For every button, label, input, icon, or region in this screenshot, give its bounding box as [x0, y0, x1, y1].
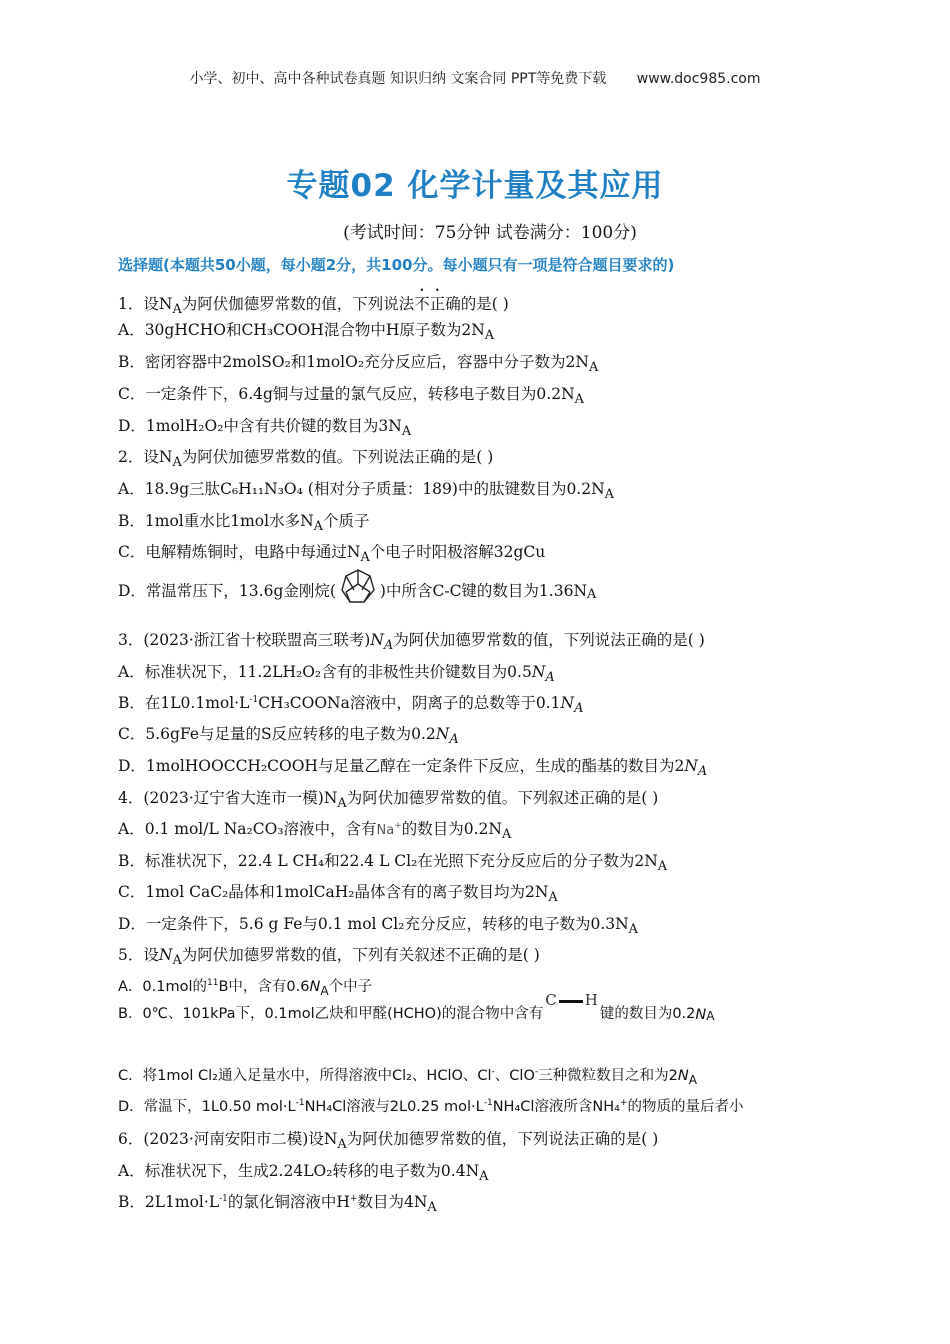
q3-option-c: C．5.6gFe与足量的S反应转移的电子数为$0.2N_A$	[118, 725, 459, 748]
q1-option-d: D．1molH₂O₂中含有共价键的数目为$3N_A$	[118, 417, 412, 440]
q5-stem: 5．设$N_A$为阿伏加德罗常数的值，下列有关叙述不正确的是( )	[118, 946, 540, 969]
q5-option-b: B．0℃、101kPa下，0.1mol乙炔和甲醛(HCHO)的混合物中含有C H键的数目为$0.2N_A$	[118, 991, 715, 1023]
q1-option-c: C．一定条件下，6.4g铜与过量的氯气反应，转移电子数目为$0.2N_A$	[118, 385, 584, 408]
page-header	[0, 68, 950, 88]
q2-stem: 2．设$N_A$为阿伏加德罗常数的值。下列说法正确的是( )	[118, 448, 494, 471]
page-title: 专题02 化学计量及其应用	[286, 168, 664, 204]
q6-option-a: A．标准状况下，生成2.24LO₂转移的电子数为$0.4N_A$	[118, 1162, 489, 1185]
q3-option-a: A．标准状况下，11.2LH₂O₂含有的非极性共价键数目为$0.5N_A$	[118, 663, 555, 686]
q4-option-c: C．1mol CaC₂晶体和1molCaH₂晶体含有的离子数目均为$2N_A$	[118, 883, 558, 906]
adamantane-structure-image	[336, 566, 380, 614]
q1-option-b: B．密闭容器中2molSO₂和1molO₂充分反应后，容器中分子数为$2N_A$	[118, 353, 599, 376]
q5-option-c: C．将1mol Cl₂通入足量水中，所得溶液中Cl₂、HClO、Cl-、ClO-三种微粒数目之和为$2N_A$	[118, 1067, 697, 1087]
q3-option-d: D．1molHOOCCH₂COOH与足量乙醇在一定条件下反应，生成的酯基的数目为$2N_A$	[118, 757, 708, 780]
q6-stem: 6．(2023·河南安阳市二模)设$N_A$为阿伏加德罗常数的值，下列说法正确的是( )	[118, 1130, 659, 1153]
q2-option-b: B．1mol重水比1mol水多$N_A$个质子	[118, 512, 370, 535]
q1-option-a: A．30gHCHO和CH₃COOH混合物中H原子数为$2N_A$	[118, 321, 495, 344]
q6-option-b: B．$2L1mol\cdot L^{-1}$的氯化铜溶液中H+数目为$4N_A$	[118, 1193, 437, 1216]
q2-option-a: A．18.9g三肽C₆H₁₁N₃O₄ (相对分子质量：189)中的肽键数目为$0.2N_A$	[118, 480, 614, 503]
header-site-link[interactable]: www.doc985.com	[636, 71, 761, 87]
q2-option-c: C．电解精炼铜时，电路中每通过$N_A$个电子时阳极溶解32gCu	[118, 543, 546, 566]
q2-option-d: D．常温常压下，13.6g金刚烷( )中所含C-C键的数目为$1.36N_A$	[118, 566, 596, 614]
q5-option-a: A．0.1mol的$^{11}$B中，含有$0.6N_A$个中子	[118, 978, 373, 998]
q1-stem: 1．设$N_A$为阿伏伽德罗常数的值，下列说法不正确的是( )	[118, 295, 509, 318]
exam-info: (考试时间：75分钟 试卷满分：100分)	[343, 223, 637, 243]
q3-stem: 3．(2023·浙江省十校联盟高三联考)$N_A$为阿伏加德罗常数的值，下列说法正确的是( )	[118, 631, 705, 654]
q5-option-d: D．常温下，1L0.50 $mol\cdot L^{-1}NH_4Cl$溶液与2L0.25 $mol\cdot L^{-1}NH_4Cl$溶液所含NH₄+的物质的量后者小	[118, 1098, 744, 1115]
section-heading: 选择题(本题共50小题，每小题2分，共100分。每小题只有一项是符合题目要求的)	[118, 256, 675, 274]
q4-option-d: D．一定条件下，5.6 g Fe与0.1 mol Cl₂充分反应，转移的电子数为$0.3N_A$	[118, 915, 638, 938]
q4-option-a: A．0.1 mol/L Na₂CO₃溶液中，含有Na+的数目为$0.2N_A$	[118, 820, 512, 843]
c-h-bond-structure: C H	[545, 991, 598, 1010]
header-text: 小学、初中、高中各种试卷真题 知识归纳 文案合同 PPT等免费下载	[189, 71, 607, 87]
q3-option-b: B．在$1L0.1mol\cdot L^{-1}CH_3COONa$溶液中，阴离子的总数等于$0.1N_A$	[118, 694, 584, 717]
q4-option-b: B．标准状况下，22.4 L CH₄和22.4 L Cl₂在光照下充分反应后的分子数为$2N_A$	[118, 852, 668, 875]
q4-stem: 4．(2023·辽宁省大连市一模)$N_A$为阿伏加德罗常数的值。下列叙述正确的是( )	[118, 789, 659, 812]
